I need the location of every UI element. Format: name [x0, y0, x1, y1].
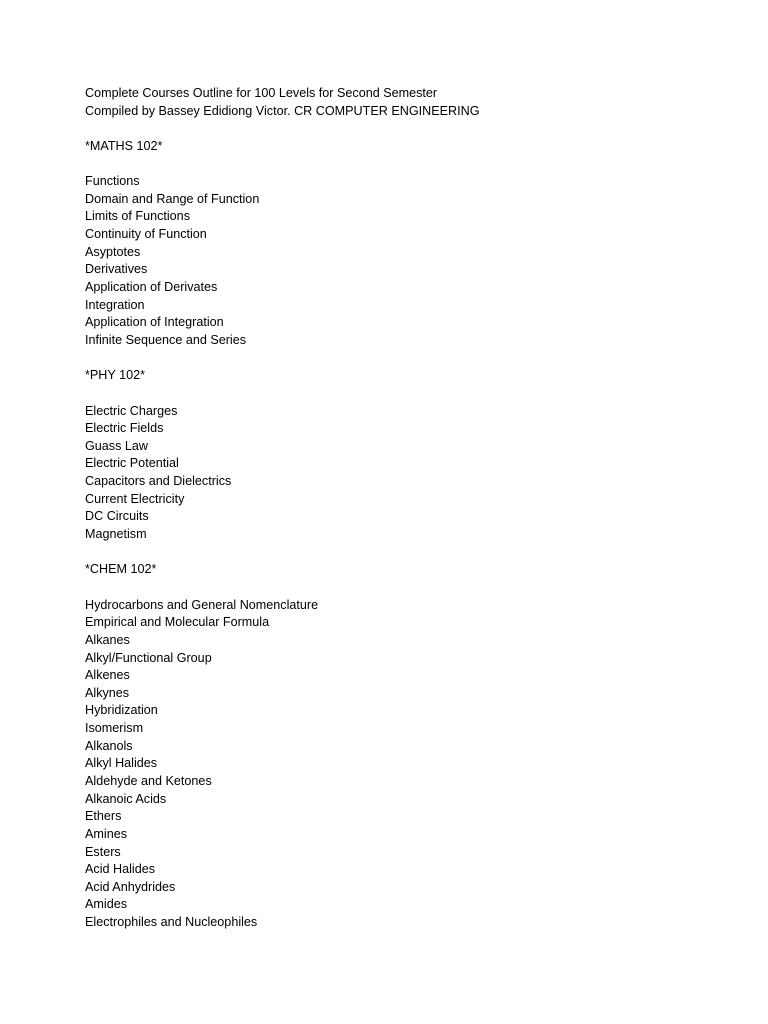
topic-item: Derivatives: [85, 262, 148, 277]
blank-line: [85, 156, 725, 174]
topic-item: Ethers: [85, 809, 122, 824]
document-page: [85, 85, 725, 932]
topic-item: Alkynes: [85, 685, 130, 700]
topic-item: Infinite Sequence and Series: [85, 332, 247, 347]
topic-item: Empirical and Molecular Formula: [85, 615, 270, 630]
topic-item: Hybridization: [85, 703, 158, 718]
topic-item: Guass Law: [85, 438, 148, 453]
course-heading: *PHY 102*: [85, 368, 145, 383]
topic-item: DC Circuits: [85, 509, 149, 524]
topic-item: Aldehyde and Ketones: [85, 773, 212, 788]
topic-item: Functions: [85, 174, 140, 189]
topic-item: Limits of Functions: [85, 209, 190, 224]
topic-item: Isomerism: [85, 721, 144, 736]
topic-item: Asyptotes: [85, 244, 141, 259]
topic-item: Current Electricity: [85, 491, 185, 506]
topic-item: Esters: [85, 844, 121, 859]
topic-item: Integration: [85, 297, 145, 312]
course-heading: *MATHS 102*: [85, 138, 163, 153]
topic-item: Alkyl/Functional Group: [85, 650, 212, 665]
topic-item: Electric Potential: [85, 456, 179, 471]
topic-item: Alkanols: [85, 738, 133, 753]
topic-item: Magnetism: [85, 527, 147, 542]
topic-item: Electrophiles and Nucleophiles: [85, 915, 258, 930]
topic-item: Capacitors and Dielectrics: [85, 474, 232, 489]
topic-item: Electric Charges: [85, 403, 178, 418]
blank-line: [85, 350, 725, 368]
topic-item: Application of Derivates: [85, 280, 218, 295]
topic-item: Alkanes: [85, 632, 130, 647]
topic-item: Amines: [85, 826, 127, 841]
topic-item: Acid Halides: [85, 862, 155, 877]
topic-item: Alkenes: [85, 668, 130, 683]
blank-line: [85, 544, 725, 562]
topic-item: Domain and Range of Function: [85, 191, 260, 206]
topic-item: Amides: [85, 897, 127, 912]
blank-line: [85, 120, 725, 138]
course-sections: [85, 120, 725, 931]
topic-item: Alkyl Halides: [85, 756, 158, 771]
course-heading: *CHEM 102*: [85, 562, 157, 577]
topic-item: Continuity of Function: [85, 227, 207, 242]
topic-item: Electric Fields: [85, 421, 164, 436]
compiled-by-line: Compiled by Bassey Edidiong Victor. CR COMPUTER ENGINEERING: [85, 103, 480, 118]
topic-item: Application of Integration: [85, 315, 224, 330]
blank-line: [85, 385, 725, 403]
topic-item: Acid Anhydrides: [85, 879, 176, 894]
topic-item: Hydrocarbons and General Nomenclature: [85, 597, 319, 612]
blank-line: [85, 579, 725, 597]
document-title: Complete Courses Outline for 100 Levels for Second Semester: [85, 86, 438, 100]
topic-item: Alkanoic Acids: [85, 791, 167, 806]
